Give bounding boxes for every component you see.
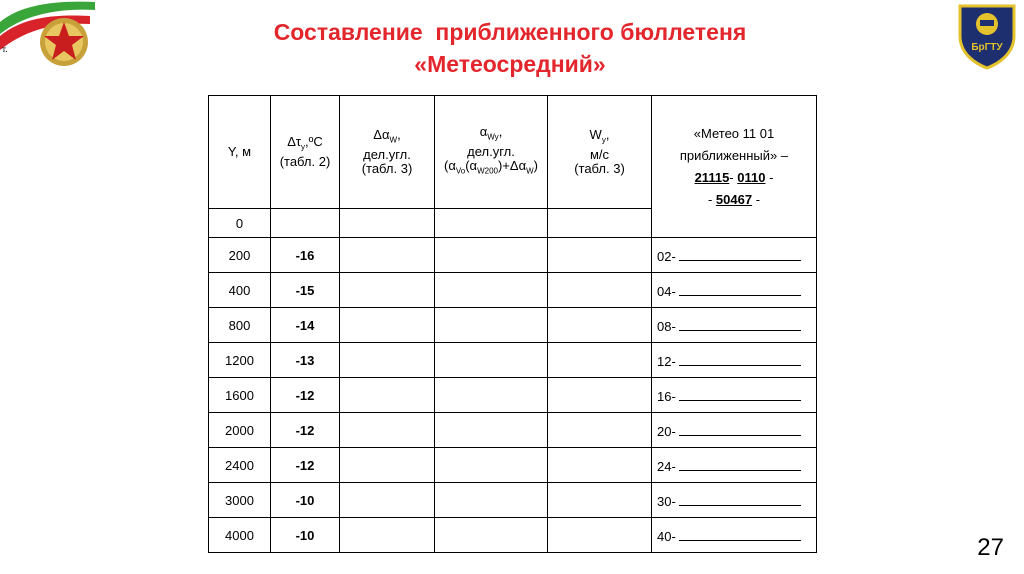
fill-in-line [679,457,801,471]
cell-y: 400 [209,273,271,308]
header-delta-alpha: $\Delta\alpha_W$, дел.угл. (табл. 3) [340,96,435,209]
star-emblem-logo [0,0,95,72]
cell-delta-tau: -10 [271,518,340,553]
cell-blank [435,343,548,378]
cell-blank [548,273,652,308]
cell-delta-tau: -12 [271,448,340,483]
table-row [209,378,817,413]
cell-bulletin-code [652,308,817,343]
bulletin-code-label: 20- [657,423,676,439]
cell-bulletin-code [652,378,817,413]
logo-label: БрГТУ [971,42,1003,53]
cell-y: 2400 [209,448,271,483]
cell-blank [435,209,548,238]
cell-blank [340,378,435,413]
page-number: 27 [977,534,1004,561]
bulletin-code-label: 30- [657,493,676,509]
cell-y: 200 [209,238,271,273]
cell-blank [435,448,548,483]
slide-title [150,16,870,80]
fill-in-line [679,282,801,296]
bulletin-code-label: 12- [657,353,676,369]
cell-blank [340,518,435,553]
fill-in-line [679,387,801,401]
cell-blank [548,308,652,343]
cell-blank [340,413,435,448]
cell-blank [340,308,435,343]
cell-y: 1200 [209,343,271,378]
cell-blank [435,238,548,273]
cell-bulletin-code [652,238,817,273]
fill-in-line [679,492,801,506]
cell-delta-tau: -15 [271,273,340,308]
table-row [209,448,817,483]
cell-blank [548,378,652,413]
bulletin-code-label: 16- [657,388,676,404]
cell-blank [340,343,435,378]
bulletin-code-label: 02- [657,248,676,264]
cell-bulletin-code [652,483,817,518]
cell-blank [340,273,435,308]
cell-blank [271,209,340,238]
cell-blank [548,518,652,553]
meteo-table [208,95,817,553]
cell-y: 0 [209,209,271,238]
cell-blank [435,308,548,343]
cell-blank [435,378,548,413]
header-y: Y, м [209,96,271,209]
cell-bulletin-code [652,518,817,553]
cell-blank [435,273,548,308]
cell-blank [340,448,435,483]
table-row [209,238,817,273]
table-row [209,273,817,308]
cell-blank [435,518,548,553]
cell-y: 800 [209,308,271,343]
cell-delta-tau: -10 [271,483,340,518]
cell-blank [548,413,652,448]
bulletin-code-label: 04- [657,283,676,299]
table-row [209,343,817,378]
table-row [209,308,817,343]
header-meteo-bulletin: «Метео 11 01 приближенный» – 21115- 0110 - - 50467 - [652,96,817,238]
cell-y: 4000 [209,518,271,553]
cell-delta-tau: -12 [271,378,340,413]
cell-blank [548,483,652,518]
cell-bulletin-code [652,273,817,308]
cell-y: 2000 [209,413,271,448]
table-row [209,518,817,553]
cell-bulletin-code [652,343,817,378]
cell-blank [548,238,652,273]
cell-y: 3000 [209,483,271,518]
table-header-row [209,96,817,209]
university-shield-logo [954,0,1020,70]
cell-delta-tau: -13 [271,343,340,378]
bulletin-code-label: 24- [657,458,676,474]
bulletin-code-label: 08- [657,318,676,334]
cell-blank [435,483,548,518]
fill-in-line [679,422,801,436]
table-row [209,413,817,448]
cell-bulletin-code [652,448,817,483]
fill-in-line [679,352,801,366]
cell-bulletin-code [652,413,817,448]
title-line-1: Составление приближенного бюллетеня [273,19,747,45]
svg-text:т.: т. [2,44,8,54]
cell-blank [340,209,435,238]
table-row [209,483,817,518]
fill-in-line [679,317,801,331]
title-line-2: «Метеосредний» [414,51,606,77]
header-wind-speed: $W_y$, м/с (табл. 3) [548,96,652,209]
cell-delta-tau: -14 [271,308,340,343]
fill-in-line [679,527,801,541]
cell-blank [548,448,652,483]
bulletin-code-label: 40- [657,528,676,544]
cell-blank [435,413,548,448]
cell-blank [548,209,652,238]
table-body [209,238,817,553]
header-delta-tau: $\Delta\tau_y,ºС$ (табл. 2) [271,96,340,209]
cell-delta-tau: -12 [271,413,340,448]
cell-blank [340,483,435,518]
cell-delta-tau: -16 [271,238,340,273]
cell-blank [340,238,435,273]
fill-in-line [679,247,801,261]
cell-blank [548,343,652,378]
header-alpha-wy: $\alpha_{Wy}$, дел.угл. $(\alpha_{Vo}(\alpha_{W200})+\Delta\alpha_W)$ [435,96,548,209]
cell-y: 1600 [209,378,271,413]
